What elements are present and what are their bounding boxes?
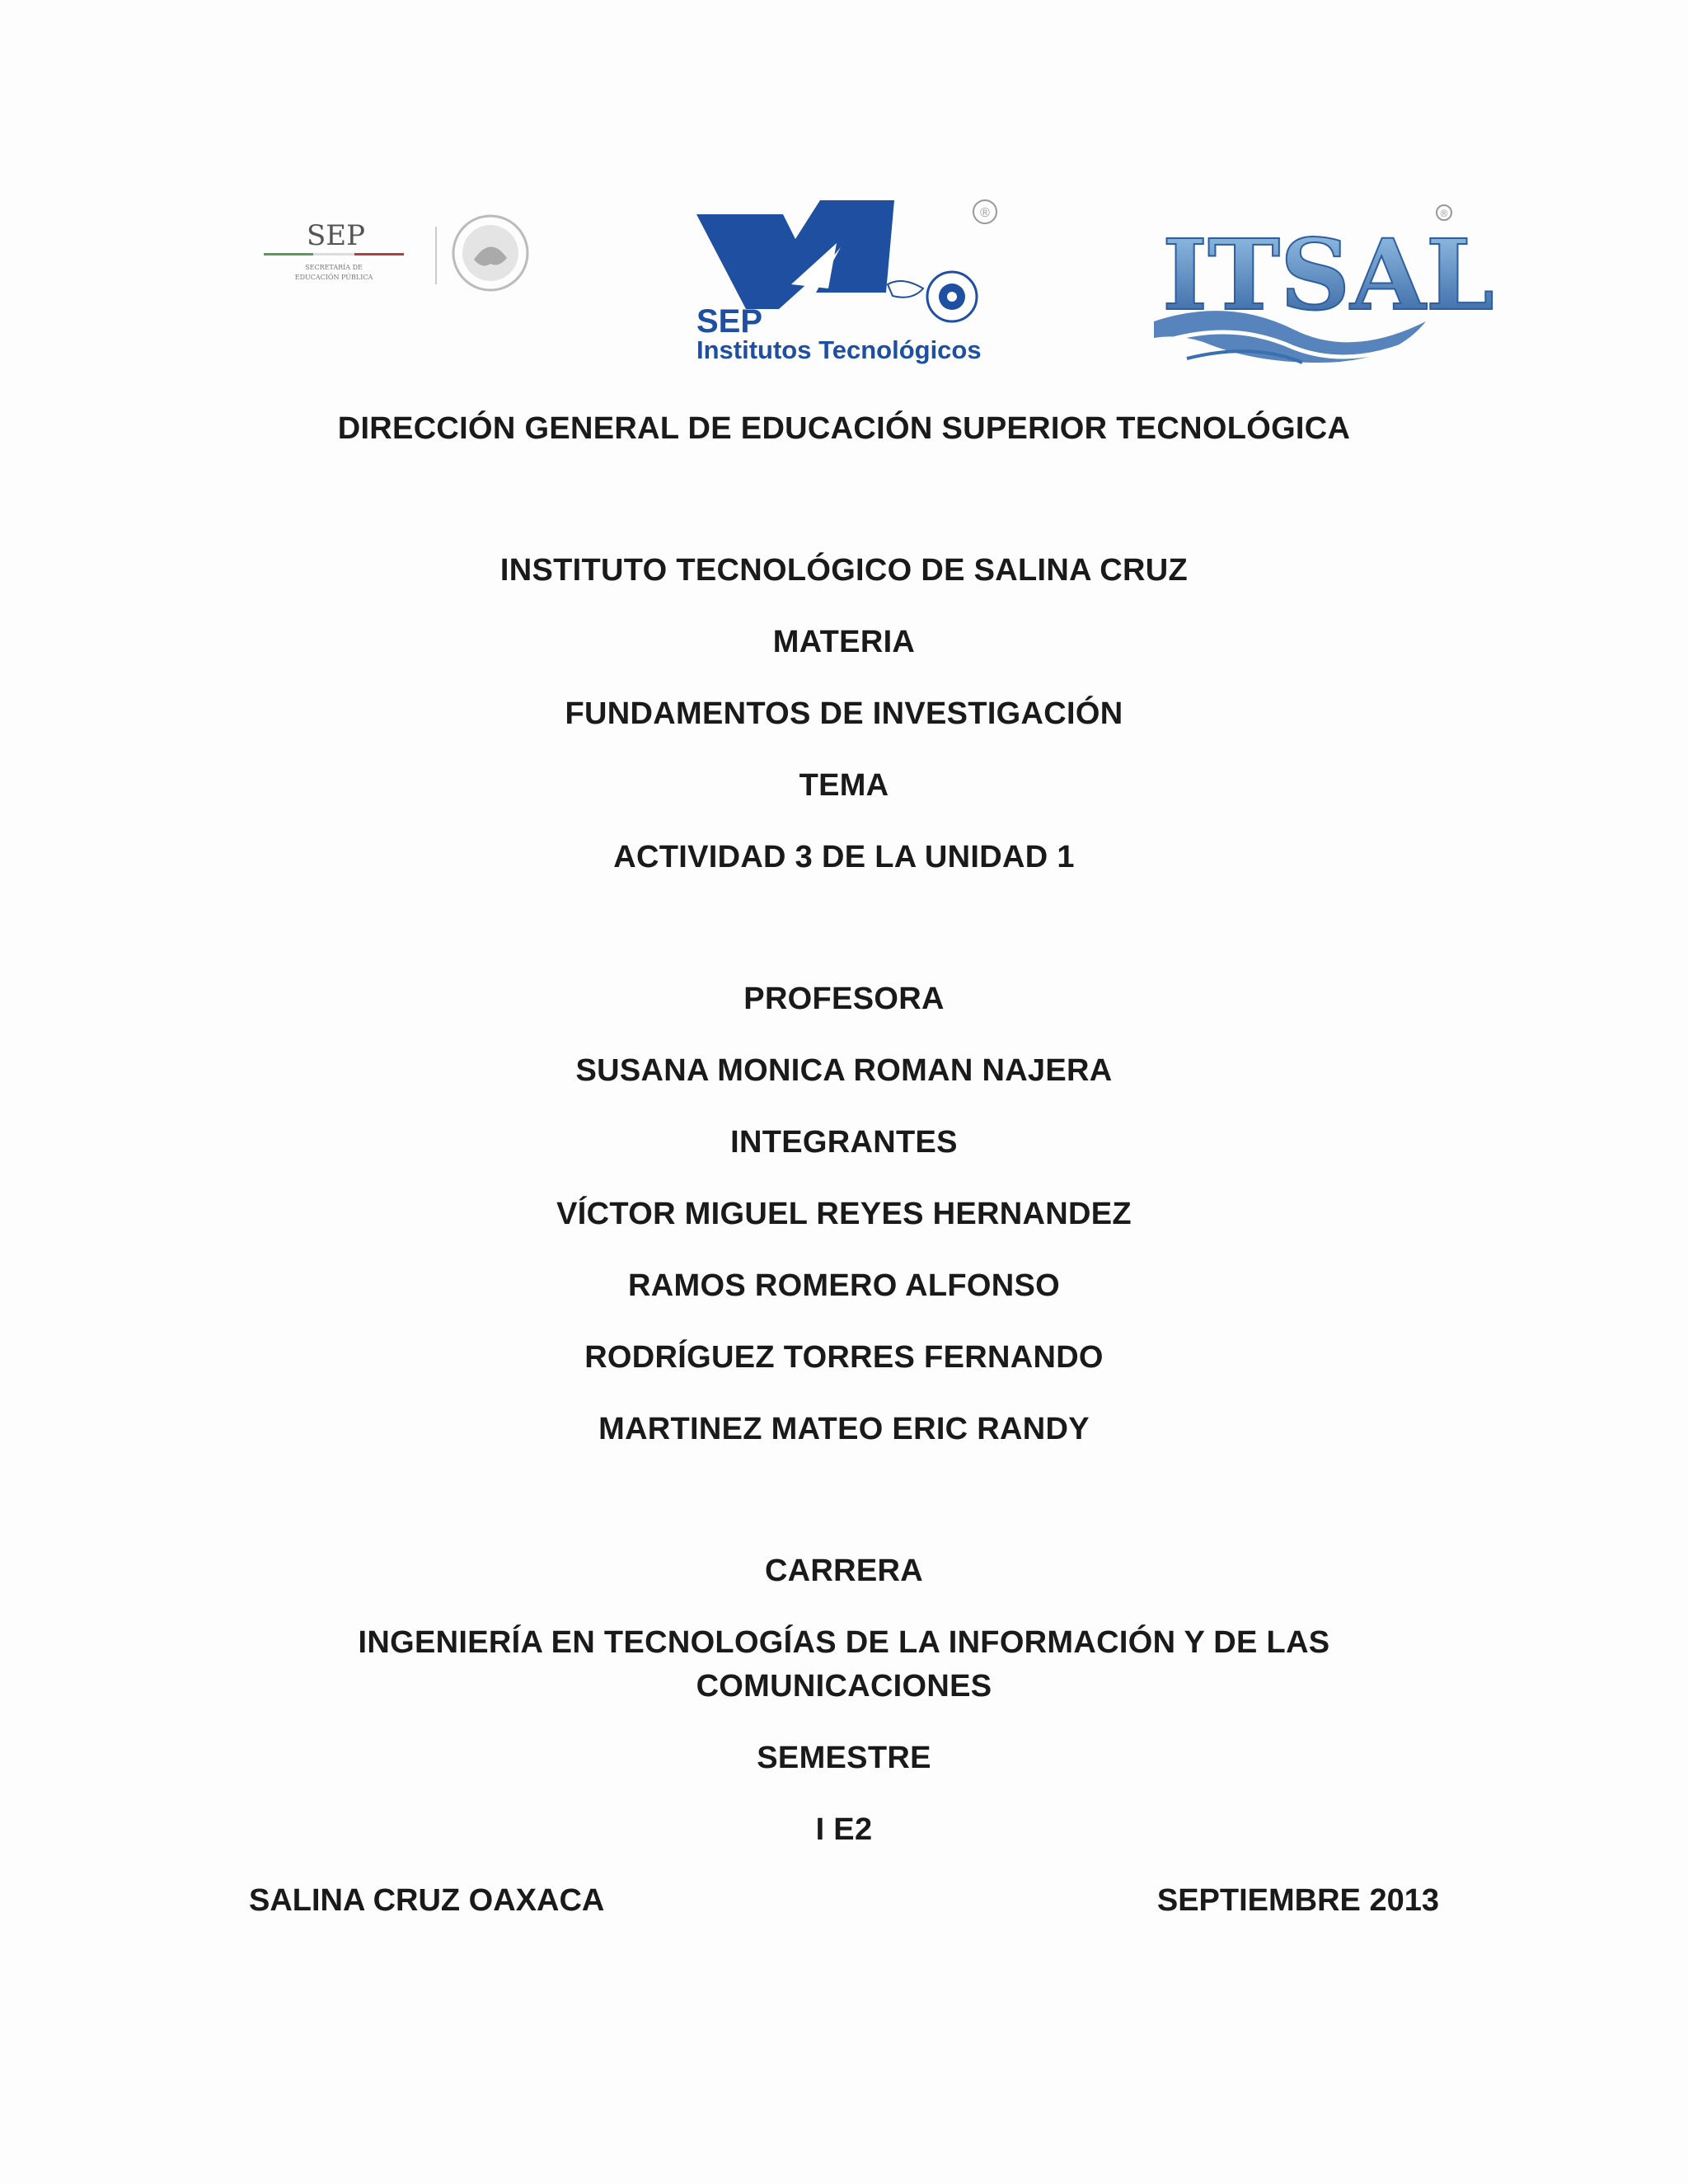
sep-logo-text: SEP bbox=[307, 219, 365, 252]
topic-label: TEMA bbox=[799, 768, 889, 803]
subject-label: MATERIA bbox=[772, 625, 916, 659]
teacher-label: PROFESORA bbox=[743, 982, 945, 1016]
it-logo-subtext: Institutos Tecnológicos bbox=[696, 335, 982, 364]
career-value-line-1: INGENIERÍA EN TECNOLOGÍAS DE LA INFORMACIÓN Y DE LAS bbox=[358, 1625, 1330, 1660]
member-name: RAMOS ROMERO ALFONSO bbox=[628, 1268, 1060, 1303]
sep-logo-subtext-2: EDUCACIÓN PÚBLICA bbox=[294, 274, 373, 281]
institute-name: INSTITUTO TECNOLÓGICO DE SALINA CRUZ bbox=[499, 553, 1189, 588]
member-name: VÍCTOR MIGUEL REYES HERNANDEZ bbox=[556, 1197, 1132, 1231]
itsal-logo-text: ITSAL bbox=[1162, 218, 1494, 332]
registered-mark: ® bbox=[1440, 208, 1448, 219]
semester-value: I E2 bbox=[815, 1812, 873, 1847]
member-name: MARTINEZ MATEO ERIC RANDY bbox=[598, 1412, 1090, 1446]
sep-logo bbox=[264, 210, 536, 301]
it-logo-sep-text: SEP bbox=[696, 303, 763, 340]
topic-value: ACTIVIDAD 3 DE LA UNIDAD 1 bbox=[613, 840, 1075, 874]
registered-mark: ® bbox=[980, 206, 990, 220]
career-label: CARRERA bbox=[764, 1554, 924, 1588]
members-label: INTEGRANTES bbox=[730, 1125, 958, 1160]
member-name: RODRÍGUEZ TORRES FERNANDO bbox=[584, 1340, 1104, 1375]
subject-value: FUNDAMENTOS DE INVESTIGACIÓN bbox=[565, 696, 1123, 731]
direction-heading: DIRECCIÓN GENERAL DE EDUCACIÓN SUPERIOR TECNOLÓGICA bbox=[337, 411, 1351, 446]
career-value-line-2: COMUNICACIONES bbox=[696, 1669, 992, 1704]
semester-label: SEMESTRE bbox=[757, 1741, 931, 1775]
itsal-logo bbox=[1154, 198, 1494, 375]
institutos-tecnologicos-logo bbox=[696, 194, 1010, 371]
footer-place: SALINA CRUZ OAXACA bbox=[249, 1883, 605, 1918]
teacher-name: SUSANA MONICA ROMAN NAJERA bbox=[575, 1053, 1113, 1088]
footer-date: SEPTIEMBRE 2013 bbox=[1156, 1883, 1439, 1918]
sep-logo-subtext-1: SECRETARÍA DE bbox=[305, 264, 363, 271]
